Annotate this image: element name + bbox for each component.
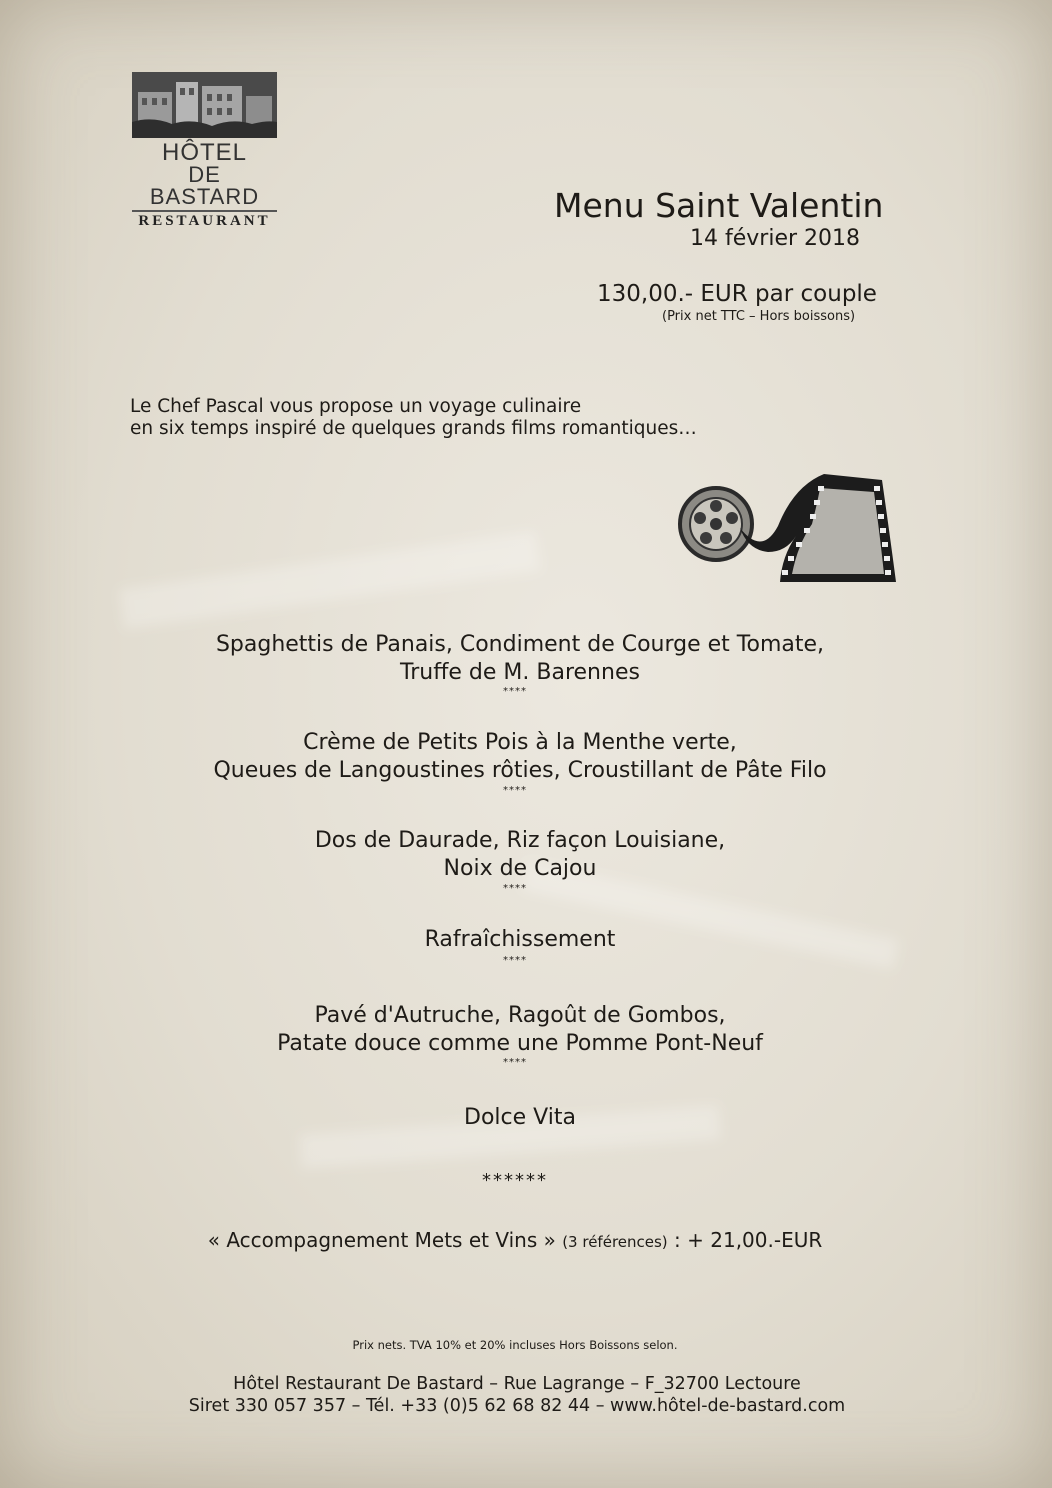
menu-title: Menu Saint Valentin xyxy=(554,186,884,225)
intro-line-2: en six temps inspiré de quelques grands films romantiques… xyxy=(130,418,697,439)
footer-address xyxy=(0,1373,1034,1417)
course-5-line-1: Pavé d'Autruche, Ragoût de Gombos, xyxy=(314,1003,726,1028)
course-1-line-2: Truffe de M. Barennes xyxy=(400,660,640,685)
wine-pairing-refs: (3 références) xyxy=(562,1233,668,1251)
hotel-building-icon xyxy=(132,72,277,138)
film-reel-icon xyxy=(678,466,898,590)
hotel-logo xyxy=(132,72,277,230)
course-3 xyxy=(0,827,1040,883)
course-5 xyxy=(0,1002,1040,1058)
course-2-line-2: Queues de Langoustines rôties, Croustillant de Pâte Filo xyxy=(213,758,827,783)
course-3-line-1: Dos de Daurade, Riz façon Louisiane, xyxy=(314,828,726,853)
intro-line-1: Le Chef Pascal vous propose un voyage culinaire xyxy=(130,396,582,417)
wine-pairing-price: : + 21,00.-EUR xyxy=(674,1228,823,1252)
footer-line-2: Siret 330 057 357 – Tél. +33 (0)5 62 68 82 44 – www.hôtel-de-bastard.com xyxy=(188,1396,846,1416)
course-6-line-1: Dolce Vita xyxy=(464,1105,576,1130)
course-5-line-2: Patate douce comme une Pomme Pont-Neuf xyxy=(277,1031,763,1056)
course-3-line-2: Noix de Cajou xyxy=(443,856,597,881)
course-separator: **** xyxy=(503,1057,527,1068)
end-separator: ****** xyxy=(482,1170,548,1191)
course-separator: **** xyxy=(503,955,527,966)
intro-text xyxy=(130,396,697,440)
course-1-line-1: Spaghettis de Panais, Condiment de Courge et Tomate, xyxy=(215,632,825,657)
course-6 xyxy=(0,1104,1040,1132)
logo-name-text: DE BASTARD xyxy=(149,162,260,209)
logo-restaurant-text: RESTAURANT xyxy=(132,210,277,230)
logo-hotel-text: HÔTEL xyxy=(161,139,247,166)
course-separator: **** xyxy=(503,686,527,697)
course-2-line-1: Crème de Petits Pois à la Menthe verte, xyxy=(303,730,737,755)
course-4-line-1: Rafraîchissement xyxy=(424,927,616,952)
course-4 xyxy=(0,926,1040,954)
course-2 xyxy=(0,729,1040,785)
course-1 xyxy=(0,631,1040,687)
paper-crease xyxy=(119,531,540,629)
menu-price: 130,00.- EUR par couple xyxy=(597,281,877,307)
wine-pairing xyxy=(0,1228,1030,1252)
menu-date: 14 février 2018 xyxy=(690,226,861,251)
course-separator: **** xyxy=(503,883,527,894)
course-separator: **** xyxy=(503,785,527,796)
footer-line-1: Hôtel Restaurant De Bastard – Rue Lagrange – F_32700 Lectoure xyxy=(233,1374,801,1394)
vat-note: Prix nets. TVA 10% et 20% incluses Hors Boissons selon. xyxy=(352,1338,678,1352)
price-note: (Prix net TTC – Hors boissons) xyxy=(662,309,856,324)
wine-pairing-label: « Accompagnement Mets et Vins » xyxy=(207,1228,556,1252)
